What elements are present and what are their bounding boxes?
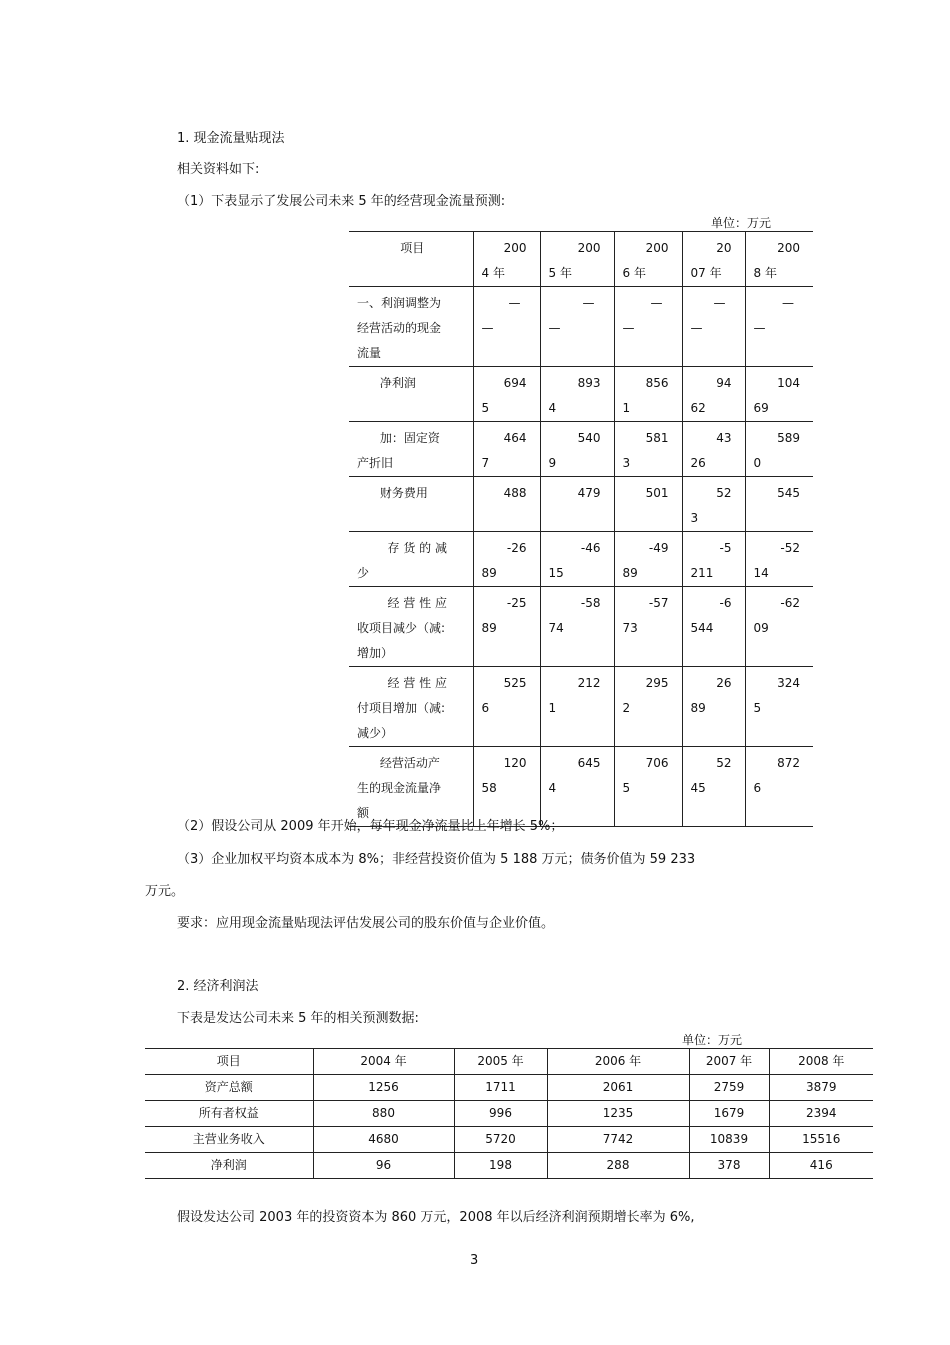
value-cell xyxy=(745,532,813,587)
value-cell xyxy=(745,747,813,827)
table-row xyxy=(349,367,813,422)
value-part1: -46 xyxy=(580,541,601,555)
table-row xyxy=(145,1153,873,1179)
value-cell: 198 xyxy=(454,1153,547,1179)
value-cell: 2759 xyxy=(689,1075,769,1101)
value-part1: -5 xyxy=(719,541,732,555)
row-label: 资产总额 xyxy=(145,1075,313,1101)
value-part1: 706 xyxy=(645,756,669,770)
value-part1: 589 xyxy=(777,431,800,445)
header-cell-year xyxy=(614,232,682,287)
value-cell: 288 xyxy=(547,1153,689,1179)
value-part1: 52 xyxy=(716,756,732,770)
section1-intro: 相关资料如下: xyxy=(177,162,260,177)
value-cell: 4680 xyxy=(313,1127,454,1153)
value-cell xyxy=(540,667,614,747)
value-cell xyxy=(473,587,540,667)
value-cell xyxy=(473,477,540,532)
row-label: 财务费用 xyxy=(349,477,473,532)
value-part1: 26 xyxy=(716,676,732,690)
value-cell xyxy=(473,667,540,747)
value-part1: 545 xyxy=(777,486,800,500)
value-part1: -58 xyxy=(580,596,601,610)
value-cell: 1256 xyxy=(313,1075,454,1101)
row-label: 经 营 性 应 付项目增加（减: 减少） xyxy=(349,667,473,747)
value-part2: 7 xyxy=(481,456,490,470)
value-part2: 2 xyxy=(622,701,631,715)
value-cell: 2061 xyxy=(547,1075,689,1101)
value-cell: 10839 xyxy=(689,1127,769,1153)
value-part1: 645 xyxy=(577,756,601,770)
value-cell: 1235 xyxy=(547,1101,689,1127)
header-cell-year: 2006 年 xyxy=(547,1049,689,1075)
value-cell xyxy=(614,587,682,667)
value-cell xyxy=(745,477,813,532)
section1-item3: （3）企业加权平均资本成本为 8%；非经营投资价值为 5 188 万元；债务价值为 59 233 xyxy=(177,852,696,867)
value-part2: 62 xyxy=(690,401,706,415)
value-part1: 43 xyxy=(716,431,732,445)
value-part1: 94 xyxy=(716,376,732,390)
value-part2: 89 xyxy=(622,566,638,580)
value-cell xyxy=(682,532,745,587)
value-cell xyxy=(473,422,540,477)
row-label: 净利润 xyxy=(145,1153,313,1179)
value-part2: 89 xyxy=(481,566,497,580)
table-row xyxy=(145,1127,873,1153)
table-header-row xyxy=(349,232,813,287)
value-part1: -62 xyxy=(780,596,800,610)
value-cell: 880 xyxy=(313,1101,454,1127)
value-part2: 1 xyxy=(548,701,557,715)
value-cell xyxy=(540,287,614,367)
table-row xyxy=(349,587,813,667)
header-year-part2: 07 年 xyxy=(690,266,722,280)
value-part1: 540 xyxy=(577,431,601,445)
value-part1: 488 xyxy=(503,486,527,500)
row-label: 所有者权益 xyxy=(145,1101,313,1127)
table-row xyxy=(349,667,813,747)
value-part1: 525 xyxy=(503,676,527,690)
value-part2: — xyxy=(548,321,561,335)
value-part1: 120 xyxy=(503,756,527,770)
value-cell: 3879 xyxy=(769,1075,873,1101)
value-cell xyxy=(614,367,682,422)
value-part1: 212 xyxy=(577,676,601,690)
header-year-part2: 6 年 xyxy=(622,266,646,280)
value-part1: 324 xyxy=(777,676,800,690)
page-number: 3 xyxy=(470,1253,479,1268)
value-cell: 996 xyxy=(454,1101,547,1127)
value-part2: 544 xyxy=(690,621,714,635)
header-year-part1: 200 xyxy=(777,241,800,255)
header-cell-year: 2008 年 xyxy=(769,1049,873,1075)
value-cell: 416 xyxy=(769,1153,873,1179)
header-cell-year: 2005 年 xyxy=(454,1049,547,1075)
value-cell xyxy=(682,747,745,827)
value-cell xyxy=(473,532,540,587)
cashflow-table xyxy=(349,231,813,827)
value-part1: — xyxy=(508,296,521,310)
value-cell xyxy=(540,587,614,667)
value-cell xyxy=(745,587,813,667)
value-part2: 26 xyxy=(690,456,706,470)
value-cell xyxy=(614,287,682,367)
value-part2: — xyxy=(481,321,494,335)
value-part2: 69 xyxy=(753,401,769,415)
value-part1: 856 xyxy=(645,376,669,390)
header-year-part1: 20 xyxy=(716,241,732,255)
section1-item3-continued: 万元。 xyxy=(145,884,185,899)
value-cell xyxy=(682,477,745,532)
section1-item1: （1）下表显示了发展公司未来 5 年的经营现金流量预测: xyxy=(177,194,506,209)
value-part2: 4 xyxy=(548,781,557,795)
value-part1: — xyxy=(582,296,595,310)
value-part2: — xyxy=(622,321,635,335)
value-cell xyxy=(682,587,745,667)
value-cell xyxy=(614,422,682,477)
value-part1: 893 xyxy=(577,376,601,390)
value-cell xyxy=(540,747,614,827)
value-part2: 89 xyxy=(481,621,497,635)
table2-unit: 单位：万元 xyxy=(682,1033,743,1047)
value-part2: 5 xyxy=(481,401,490,415)
value-cell xyxy=(614,667,682,747)
section2-intro: 下表是发达公司未来 5 年的相关预测数据: xyxy=(177,1011,419,1026)
header-cell-item: 项目 xyxy=(145,1049,313,1075)
value-part2: 3 xyxy=(690,511,699,525)
value-part1: -25 xyxy=(506,596,527,610)
value-cell xyxy=(745,422,813,477)
value-cell: 96 xyxy=(313,1153,454,1179)
header-year-part1: 200 xyxy=(503,241,527,255)
header-year-part1: 200 xyxy=(577,241,601,255)
table-header-row xyxy=(145,1049,873,1075)
value-part2: 58 xyxy=(481,781,497,795)
value-part2: 14 xyxy=(753,566,769,580)
value-cell xyxy=(614,477,682,532)
value-part2: 09 xyxy=(753,621,769,635)
value-cell: 1679 xyxy=(689,1101,769,1127)
table-row xyxy=(349,532,813,587)
value-part2: 6 xyxy=(753,781,762,795)
value-part1: 479 xyxy=(577,486,601,500)
header-year-part2: 4 年 xyxy=(481,266,505,280)
value-cell xyxy=(473,287,540,367)
value-cell xyxy=(682,287,745,367)
header-year-part2: 8 年 xyxy=(753,266,777,280)
value-part1: 872 xyxy=(777,756,800,770)
value-cell xyxy=(682,367,745,422)
value-part1: 694 xyxy=(503,376,527,390)
value-cell: 378 xyxy=(689,1153,769,1179)
section1-requirement: 要求：应用现金流量贴现法评估发展公司的股东价值与企业价值。 xyxy=(177,916,555,931)
table-row xyxy=(349,287,813,367)
value-cell: 5720 xyxy=(454,1127,547,1153)
value-part1: -52 xyxy=(780,541,800,555)
value-part1: 464 xyxy=(503,431,527,445)
value-cell: 2394 xyxy=(769,1101,873,1127)
value-cell xyxy=(745,287,813,367)
row-label: 加：固定资 产折旧 xyxy=(349,422,473,477)
table1-unit: 单位：万元 xyxy=(711,216,772,230)
value-cell: 1711 xyxy=(454,1075,547,1101)
section2-closing: 假设发达公司 2003 年的投资资本为 860 万元，2008 年以后经济利润预期增长率为 6%, xyxy=(177,1210,695,1225)
value-part2: 3 xyxy=(622,456,631,470)
section2-heading: 2. 经济利润法 xyxy=(177,979,259,994)
value-cell xyxy=(473,367,540,422)
value-part2: 211 xyxy=(690,566,714,580)
value-part2: 1 xyxy=(622,401,631,415)
value-cell xyxy=(540,477,614,532)
value-part1: — xyxy=(713,296,726,310)
table-row xyxy=(145,1101,873,1127)
row-label: 经 营 性 应 收项目减少（减: 增加） xyxy=(349,587,473,667)
value-cell xyxy=(745,367,813,422)
value-cell xyxy=(682,422,745,477)
header-cell-year: 2004 年 xyxy=(313,1049,454,1075)
row-label: 一、利润调整为 经营活动的现金 流量 xyxy=(349,287,473,367)
value-part2: — xyxy=(753,321,766,335)
value-part2: 0 xyxy=(753,456,762,470)
row-label: 主营业务收入 xyxy=(145,1127,313,1153)
header-cell-year xyxy=(745,232,813,287)
section1-item2: （2）假设公司从 2009 年开始，每年现金净流量比上年增长 5%； xyxy=(177,819,564,834)
value-part2: — xyxy=(690,321,703,335)
header-cell-item: 项目 xyxy=(349,232,473,287)
section1-heading: 1. 现金流量贴现法 xyxy=(177,131,285,146)
value-part2: 73 xyxy=(622,621,638,635)
header-cell-year xyxy=(682,232,745,287)
value-cell xyxy=(473,747,540,827)
value-part2: 5 xyxy=(753,701,762,715)
table-row xyxy=(349,422,813,477)
value-cell xyxy=(745,667,813,747)
row-label: 净利润 xyxy=(349,367,473,422)
value-cell xyxy=(682,667,745,747)
row-label: 存 货 的 减 少 xyxy=(349,532,473,587)
value-part1: — xyxy=(650,296,663,310)
value-part2: 5 xyxy=(622,781,631,795)
row-label: 经营活动产 生的现金流量净 额 xyxy=(349,747,473,827)
value-cell xyxy=(540,367,614,422)
value-part2: 74 xyxy=(548,621,564,635)
header-year-part1: 200 xyxy=(645,241,669,255)
header-cell-year xyxy=(473,232,540,287)
value-part2: 45 xyxy=(690,781,706,795)
header-cell-year: 2007 年 xyxy=(689,1049,769,1075)
value-cell xyxy=(614,747,682,827)
value-cell xyxy=(540,422,614,477)
value-part1: 104 xyxy=(777,376,800,390)
value-part1: 501 xyxy=(645,486,669,500)
header-cell-year xyxy=(540,232,614,287)
value-cell xyxy=(614,532,682,587)
value-part2: 4 xyxy=(548,401,557,415)
value-part1: 581 xyxy=(645,431,669,445)
value-part2: 89 xyxy=(690,701,706,715)
header-year-part2: 5 年 xyxy=(548,266,572,280)
table-row xyxy=(349,747,813,827)
value-part2: 15 xyxy=(548,566,564,580)
value-cell xyxy=(540,532,614,587)
table-row xyxy=(145,1075,873,1101)
value-part1: -57 xyxy=(648,596,669,610)
value-cell: 15516 xyxy=(769,1127,873,1153)
value-part1: -49 xyxy=(648,541,669,555)
value-part2: 6 xyxy=(481,701,490,715)
value-part1: 52 xyxy=(716,486,732,500)
value-part1: -6 xyxy=(719,596,732,610)
table-row xyxy=(349,477,813,532)
value-part2: 9 xyxy=(548,456,557,470)
value-part1: — xyxy=(782,296,794,310)
value-part1: 295 xyxy=(645,676,669,690)
value-cell: 7742 xyxy=(547,1127,689,1153)
forecast-table xyxy=(145,1048,873,1179)
value-part1: -26 xyxy=(506,541,527,555)
